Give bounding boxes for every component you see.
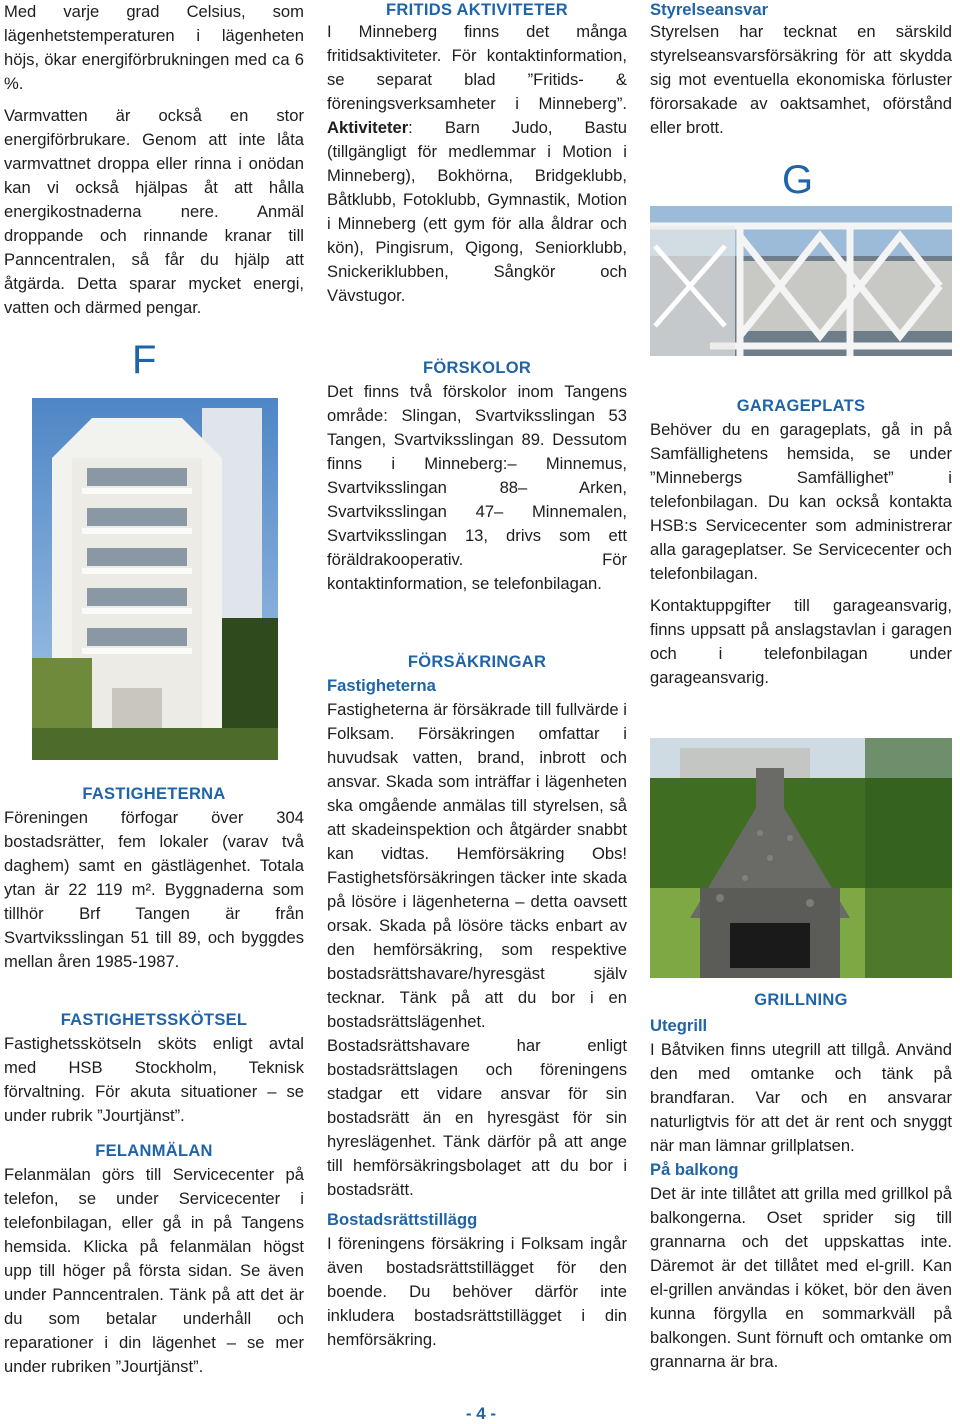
paragraph: Varmvatten är också en stor energiförbrukare. Genom att inte låta varmvattnet droppa eller rinna i onödan kan vi också hjälpas åt att hålla energikostnaderna nere. Anmäl droppande och rinnande kranar till Panncentralen, så får du hjälp att åtgärda. Detta sparar mycket energi, vatten och därmed pengar.	[4, 106, 304, 317]
section-fritids	[327, 0, 627, 308]
paragraph: Det finns två förskolor inom Tangens område: Slingan, Svartviksslingan 53 Tangen, Svartviksslingan 89. Dessutom finns i Minneberg:– Minnemus, Svartviksslingan 88– Arken, Svartviksslingan 47– Minnemalen, Svartviksslingan 13, drivs som ett föräldrakooperativ. För kontaktinformation, se telefonbilagan.	[327, 382, 627, 593]
subheading: Styrelseansvar	[650, 0, 769, 19]
section-heading: FASTIGHETERNA	[82, 785, 226, 803]
energy-text	[4, 0, 304, 320]
section-garageplats	[650, 394, 952, 690]
section-fastigheterna	[4, 782, 304, 974]
section-felanmalan	[4, 1139, 304, 1379]
paragraph: I föreningens försäkring i Folksam ingår även bostadsrättstillägget för den boende. Du behöver därför inte inkludera bostadsrättstillägget i din hemförsäkring.	[327, 1234, 627, 1349]
text-span: : Barn Judo, Bastu (tillgängligt för medlemmar i Motion i Minneberg), Bokhörna, Bridgeklubb, Båtklubb, Fotoklubb, Gymnastik, Motion i Minneberg (ett gym för alla åldrar och kön), Pingisrum, Qigong, Seniorklubb, Snickeriklubben, Sångkör och Vävstugor.	[327, 118, 627, 305]
subheading: Utegrill	[650, 1016, 708, 1035]
section-heading: FELANMÄLAN	[95, 1142, 213, 1160]
paragraph: Behöver du en garageplats, gå in på Samfällighetens hemsida, se under ”Minnebergs Samfällighet” i telefonbilagan. Du kan också kontakta HSB:s Servicecenter som administrerar alla garageplatser. Se Servicecenter och telefonbilagan.	[650, 420, 952, 583]
section-letter-g: G	[782, 158, 814, 202]
paragraph: Kontaktuppgifter till garageansvarig, finns uppsatt på anslagstavlan i garagen och i telefonbilagan under garageansvarig.	[650, 596, 952, 687]
section-heading: FASTIGHETSSKÖTSEL	[60, 1011, 248, 1029]
paragraph: Felanmälan görs till Servicecenter på telefon, se under Servicecenter i telefonbilagan, eller gå in på Tangens hemsida. Klicka på felanmälan högst upp till höger på första sidan. Se även under Panncentralen. Tänk på att det är du som betalar underhåll och reparationer i din lägenhet – se mer under rubriken ”Jourtjänst”.	[4, 1165, 304, 1376]
paragraph: Fastighetsskötseln sköts enligt avtal med HSB Stockholm, Teknisk förvaltning. För akuta situationer – se under rubrik ”Jourtjänst”.	[4, 1034, 304, 1125]
paragraph: Det är inte tillåtet att grilla med grillkol på balkongerna. Oset sprider sig till grannarna och det uppskattas inte. Däremot är det tillåtet med el-grill. Kan el-grillen användas i köket, bör den även kunna förgylla en sommarkväll på balkongen. Sunt förnuft och omtanke om grannarna är bra.	[650, 1184, 952, 1371]
bold-label: Aktiviteter	[327, 118, 409, 137]
paragraph: Styrelsen har tecknat en särskild styrelseansvarsförsäkring för att skydda sig mot eventuella ekonomiska förluster förorsakade av oaktsamhet, oförstånd eller brott.	[650, 22, 952, 137]
section-styrelseansvar	[650, 0, 952, 140]
section-forsakringar	[327, 650, 627, 1352]
section-letter-f: F	[132, 338, 157, 382]
section-heading: GRILLNING	[754, 991, 848, 1009]
paragraph	[327, 20, 627, 308]
paragraph: Bostadsrättshavare har enligt bostadsrättslagen och föreningens stadgar ett vidare ansvar för sin bostadsrätt än en hyresgäst för sin hyreslägenhet. Tänk därför på att ange till hemförsäkringsbolaget att du bor i bostadsrätt.	[327, 1036, 627, 1199]
section-forskolor	[327, 356, 627, 596]
garage-fence-photo	[650, 206, 952, 356]
page-number: - 4 -	[465, 1404, 497, 1423]
text-span: I Minneberg finns det många fritidsaktiviteter. För kontaktinformation, se separat blad ”Fritids- & föreningsverksamheter i Minneberg”.	[327, 22, 627, 113]
paragraph: Med varje grad Celsius, som lägenhetstemperaturen i lägenheten höjs, ökar energiförbrukningen med ca 6 %.	[4, 2, 304, 93]
paragraph: I Båtviken finns utegrill att tillgå. Använd den med omtanke och tänk på brandfaran. Var och en ansvarar naturligtvis för att det är rent och snyggt när man lämnar grillplatsen.	[650, 1040, 952, 1155]
paragraph: Fastigheterna är försäkrade till fullvärde i Folksam. Försäkringen omfattar i huvudsak vatten, brand, inbrott och ansvar. Skada som inträffar i lägenheten ska omgående anmälas till styrelsen, så att skadeinspektion och åtgärder snabbt kan vidtas. Hemförsäkring Obs! Fastighetsförsäkringen täcker inte skada på lösöre i lägenheterna – detta oavsett orsak. Skada på lösöre täcks enbart av den hemförsäkring, som respektive bostadsrättshavare/hyresgäst själv tecknar. Tänk på att du bor i en bostadsrättslägenhet.	[327, 700, 627, 1031]
section-heading: FÖRSKOLOR	[422, 359, 532, 377]
subheading: Fastigheterna	[327, 676, 436, 695]
section-heading: GARAGEPLATS	[736, 397, 866, 415]
apartment-building-photo	[32, 398, 278, 760]
section-heading: FRITIDS AKTIVITETER	[385, 1, 568, 19]
subheading: På balkong	[650, 1160, 739, 1179]
section-grillning	[650, 988, 952, 1374]
section-fastighetsskotsel	[4, 1008, 304, 1128]
outdoor-grill-photo	[650, 738, 952, 978]
paragraph: Föreningen förfogar över 304 bostadsrätter, fem lokaler (varav två daghem) samt en gästlägenhet. Totala ytan är 22 119 m². Byggnaderna som tillhör Brf Tangen är från Svartviksslingan 51 till 89, och byggdes mellan åren 1985-1987.	[4, 808, 304, 971]
section-heading: FÖRSÄKRINGAR	[407, 653, 547, 671]
subheading: Bostadsrättstillägg	[327, 1210, 478, 1229]
